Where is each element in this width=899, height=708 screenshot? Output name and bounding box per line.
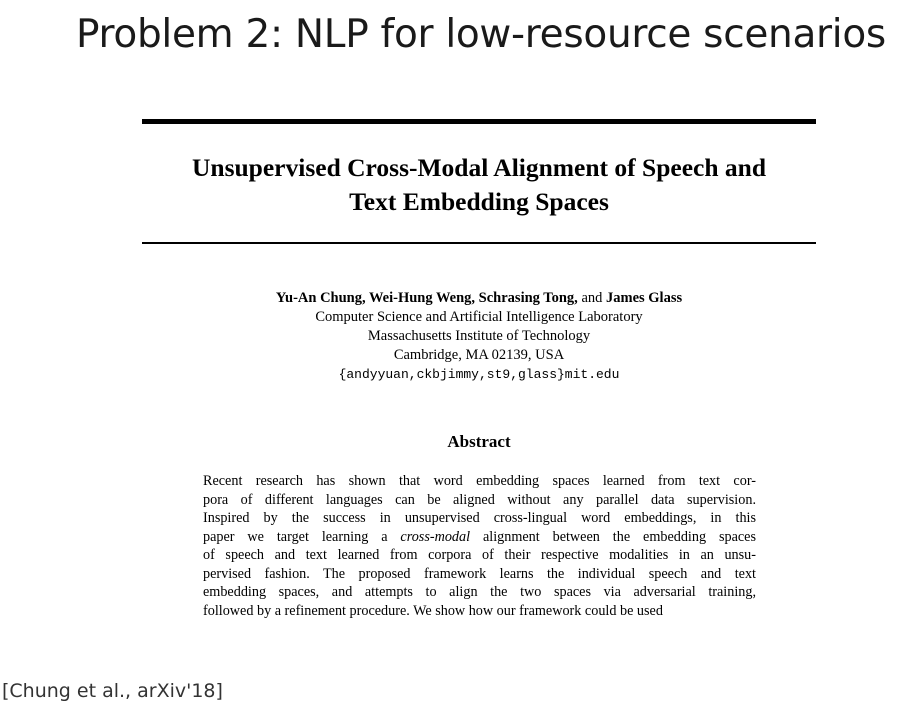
author-list — [142, 289, 816, 308]
author-emails: {andyyuan,ckbjimmy,st9,glass}mit.edu — [338, 367, 620, 382]
abstract-line-segment: alignment between the embedding spaces — [470, 528, 756, 545]
abstract-line: Recent research has shown that word embedding spaces learned from text cor- — [203, 473, 756, 489]
abstract-line-segment: paper we target learning a — [203, 528, 401, 545]
paper-title-line-1: Unsupervised Cross-Modal Alignment of Speech and — [191, 153, 767, 182]
bottom-rule — [142, 242, 816, 244]
abstract-line: pora of different languages can be aligned without any parallel data supervision. — [203, 491, 756, 508]
author-block — [142, 289, 816, 384]
affiliation-institute: Massachusetts Institute of Technology — [367, 328, 591, 344]
abstract-line: of speech and text learned from corpora of their respective modalities in an unsu- — [203, 547, 756, 563]
top-rule — [142, 119, 816, 124]
abstract-line — [203, 528, 756, 547]
abstract-line: followed by a refinement procedure. We show how our framework could be used — [203, 602, 663, 619]
slide-title: Problem 2: NLP for low-resource scenarios — [76, 12, 886, 57]
abstract-line: pervised fashion. The proposed framework learns the individual speech and text — [203, 565, 756, 582]
abstract-line: Inspired by the success in unsupervised cross-lingual word embeddings, in this — [203, 510, 756, 526]
paper-title-line-2: Text Embedding Spaces — [349, 187, 609, 216]
abstract-emphasis: cross-modal — [400, 528, 471, 545]
citation: [Chung et al., arXiv'18] — [2, 680, 223, 702]
affiliation-city: Cambridge, MA 02139, USA — [393, 347, 565, 363]
abstract-text — [203, 472, 756, 620]
author-names: Yu-An Chung, Wei-Hung Weng, Schrasing Tong, — [275, 290, 578, 306]
abstract-line: embedding spaces, and attempts to align the two spaces via adversarial training, — [203, 584, 756, 600]
affiliation-lab: Computer Science and Artificial Intelligence Laboratory — [315, 309, 643, 325]
author-conjunction: and — [577, 290, 606, 306]
abstract-heading: Abstract — [447, 432, 511, 451]
author-last: James Glass — [606, 290, 683, 306]
paper-title — [142, 151, 816, 219]
